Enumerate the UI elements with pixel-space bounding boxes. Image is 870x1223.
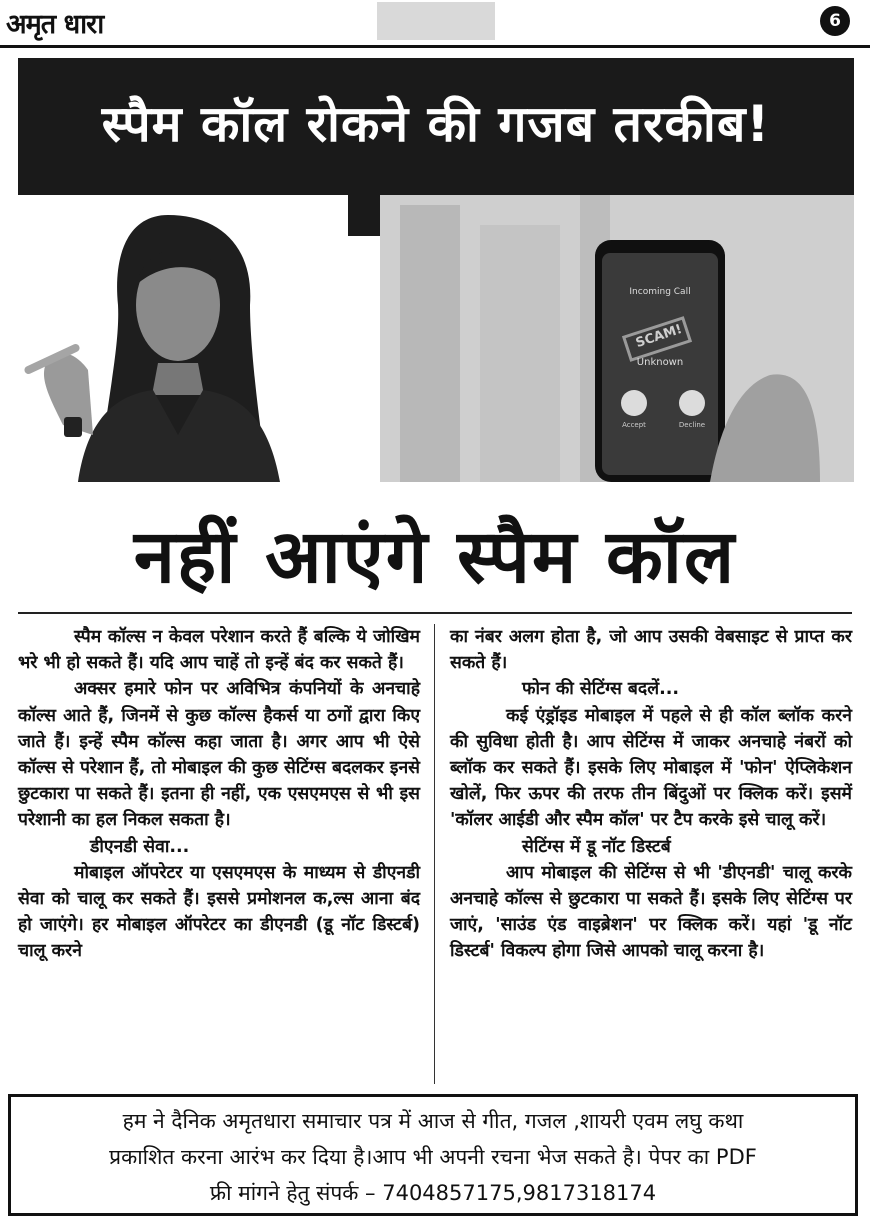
- article-column-right: [450, 624, 852, 965]
- notice-line: हम ने दैनिक अमृतधारा समाचार पत्र में आज से गीत, गजल ,शायरी एवम लघु कथा: [122, 1109, 744, 1133]
- article-subheading: सेटिंग्स में डू नॉट डिस्टर्ब: [522, 836, 671, 857]
- masthead: अमृत धारा: [6, 9, 104, 40]
- article-paragraph: का नंबर अलग होता है, जो आप उसकी वेबसाइट से प्राप्त कर सकते हैं।: [450, 627, 852, 674]
- banner: [18, 58, 854, 482]
- banner-title: स्पैम कॉल रोकने की गजब तरकीब!: [101, 95, 771, 153]
- scam-stamp: SCAM!: [633, 321, 685, 352]
- article-column-left: [18, 624, 420, 965]
- article-paragraph: कई एंड्रॉइड मोबाइल में पहले से ही कॉल ब्लॉक करने की सुविधा होती है। आप सेटिंग्स में जाकर अनचाहे नंबरों को ब्लॉक कर सकते हैं। इसके लिए मोबाइल में 'फोन' ऐप्लिकेशन खोलें, फिर ऊपर की तरफ तीन बिंदुओं पर क्लिक करें। इसमें 'कॉलर आईडी और स्पैम कॉल' पर टैप करके इसे चालू करें।: [450, 705, 852, 831]
- scam-call-photo-graphic: [380, 195, 854, 482]
- notice-line: प्रकाशित करना आरंभ कर दिया है।आप भी अपनी रचना भेज सकते है। पेपर का PDF: [109, 1145, 757, 1169]
- phone-accept-label: Accept: [622, 421, 646, 429]
- article-subheading: फोन की सेटिंग्स बदलें...: [522, 679, 680, 700]
- article-paragraph: स्पैम कॉल्स न केवल परेशान करते हैं बल्कि ये जोखिम भरे भी हो सकते हैं। यदि आप चाहें तो इन्हें बंद कर सकते हैं।: [18, 627, 420, 674]
- notice-box: [8, 1094, 858, 1216]
- presenter-image: [18, 195, 348, 482]
- phone-decline-label: Decline: [678, 421, 706, 429]
- phone-caller-name: Unknown: [636, 357, 684, 368]
- column-divider: [434, 624, 435, 1084]
- article-paragraph: आप मोबाइल की सेटिंग्स से भी 'डीएनडी' चालू करके अनचाहे कॉल्स से छुटकारा पा सकते हैं। इसके लिए सेटिंग्स पर जाएं, 'साउंड एंड वाइब्रेशन' पर क्लिक करें। यहां 'डू नॉट डिस्टर्ब' विकल्प होगा जिसे आपको चालू करना है।: [450, 862, 852, 962]
- headline-rule: [18, 612, 852, 614]
- article-subheading: डीएनडी सेवा...: [90, 836, 190, 857]
- headline: नहीं आएंगे स्पैम कॉल: [133, 514, 737, 600]
- header-rule: [0, 45, 870, 48]
- phone-call-label: Incoming Call: [629, 287, 691, 297]
- notice-line: फ्री मांगने हेतु संपर्क – 7404857175,9817318174: [209, 1181, 657, 1205]
- header-ad-placeholder: [377, 2, 495, 40]
- article-paragraph: अक्सर हमारे फोन पर अविभित्र कंपनियों के अनचाहे कॉल्स आते हैं, जिनमें से कुछ कॉल्स हैकर्स या ठगों द्वारा किए जाते हैं। इन्हें स्पैम कॉल्स कहा जाता है। अगर आप भी ऐसे कॉल्स से परेशान हैं, तो मोबाइल की कुछ सेटिंग्स बदलकर इनसे छुटकारा पा सकते हैं। इतना ही नहीं, एक एसएमएस से भी इस परेशानी का हल निकल सकता है।: [18, 679, 420, 831]
- scam-call-photo: [380, 195, 854, 482]
- page-number: 6: [820, 6, 850, 36]
- article-paragraph: मोबाइल ऑपरेटर या एसएमएस के माध्यम से डीएनडी सेवा को चालू कर सकते हैं। इससे प्रमोशनल क,ल्स आना बंद हो जाएंगे। हर मोबाइल ऑपरेटर का डीएनडी (डू नॉट डिस्टर्ब) चालू करने: [18, 862, 420, 962]
